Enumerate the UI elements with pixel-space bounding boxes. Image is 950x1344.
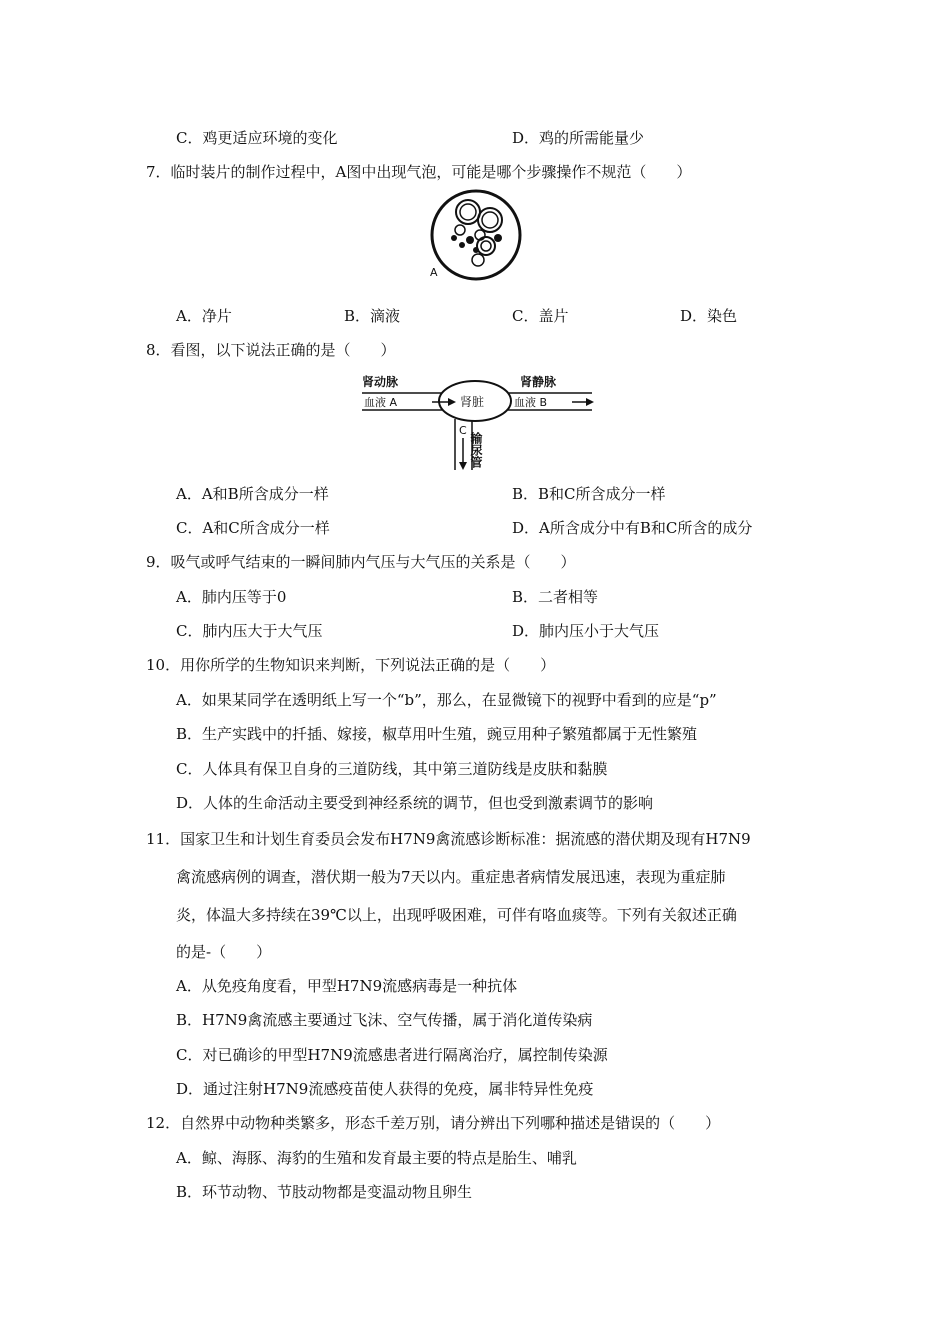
q12-stem: 12．自然界中动物种类繁多，形态千差万别，请分辨出下列哪种描述是错误的（ ） (146, 1114, 721, 1132)
q8-option-a: A．A和B所含成分一样 (176, 485, 329, 503)
q6-option-c: C．鸡更适应环境的变化 (176, 129, 338, 147)
q11-option-a: A．从免疫角度看，甲型H7N9流感病毒是一种抗体 (176, 977, 518, 995)
q7-option-b: B．滴液 (344, 307, 401, 325)
q11-stem-line3: 炎，体温大多持续在39℃以上，出现呼吸困难，可伴有咯血痰等。下列有关叙述正确 (176, 906, 737, 924)
renal-vein-label: 肾静脉 (520, 375, 557, 389)
q8-kidney-diagram (360, 368, 595, 473)
q9-option-d: D．肺内压小于大气压 (512, 622, 660, 640)
q11-option-c: C．对已确诊的甲型H7N9流感患者进行隔离治疗，属控制传染源 (176, 1046, 608, 1064)
q9-option-c: C．肺内压大于大气压 (176, 622, 323, 640)
q9-option-a: A．肺内压等于0 (176, 588, 287, 606)
q11-option-d: D．通过注射H7N9流感疫苗使人获得的免疫，属非特异性免疫 (176, 1080, 594, 1098)
ureter-label: 输尿管 (469, 432, 483, 468)
q11-stem-line2: 禽流感病例的调查，潜伏期一般为7天以内。重症患者病情发展迅速，表现为重症肺 (176, 868, 726, 886)
q7-bubble-figure (420, 188, 530, 288)
kidney-label: 肾脏 (460, 395, 485, 409)
q6-option-d: D．鸡的所需能量少 (512, 129, 645, 147)
flow-c-label: C (459, 424, 467, 437)
q11-option-b: B．H7N9禽流感主要通过飞沫、空气传播，属于消化道传染病 (176, 1011, 593, 1029)
q7-option-c: C．盖片 (512, 307, 569, 325)
q7-figure-label: A (430, 266, 438, 279)
blood-a-label: 血液 A (364, 396, 398, 409)
q10-option-a: A．如果某同学在透明纸上写一个“b”，那么，在显微镜下的视野中看到的应是“p” (176, 691, 717, 709)
q7-stem: 7．临时装片的制作过程中，A图中出现气泡，可能是哪个步骤操作不规范（ ） (146, 163, 692, 181)
q7-option-d: D．染色 (680, 307, 738, 325)
q12-option-b: B．环节动物、节肢动物都是变温动物且卵生 (176, 1183, 473, 1201)
q10-option-b: B．生产实践中的扦插、嫁接，椒草用叶生殖，豌豆用种子繁殖都属于无性繁殖 (176, 725, 698, 743)
q12-option-a: A．鲸、海豚、海豹的生殖和发育最主要的特点是胎生、哺乳 (176, 1149, 577, 1167)
q9-stem: 9．吸气或呼气结束的一瞬间肺内气压与大气压的关系是（ ） (146, 553, 576, 571)
q9-option-b: B．二者相等 (512, 588, 599, 606)
blood-b-label: 血液 B (514, 396, 548, 409)
q11-stem-line4: 的是-（ ） (176, 943, 272, 961)
q8-stem: 8．看图，以下说法正确的是（ ） (146, 341, 396, 359)
q11-stem-line1: 11．国家卫生和计划生育委员会发布H7N9禽流感诊断标准：据流感的潜伏期及现有H7N9 (146, 830, 751, 848)
q10-stem: 10．用你所学的生物知识来判断，下列说法正确的是（ ） (146, 656, 556, 674)
renal-artery-label: 肾动脉 (362, 375, 399, 389)
q10-option-c: C．人体具有保卫自身的三道防线，其中第三道防线是皮肤和黏膜 (176, 760, 608, 778)
q8-option-c: C．A和C所含成分一样 (176, 519, 330, 537)
q7-option-a: A．净片 (176, 307, 232, 325)
q8-option-d: D．A所含成分中有B和C所含的成分 (512, 519, 753, 537)
q8-option-b: B．B和C所含成分一样 (512, 485, 666, 503)
q10-option-d: D．人体的生命活动主要受到神经系统的调节，但也受到激素调节的影响 (176, 794, 654, 812)
